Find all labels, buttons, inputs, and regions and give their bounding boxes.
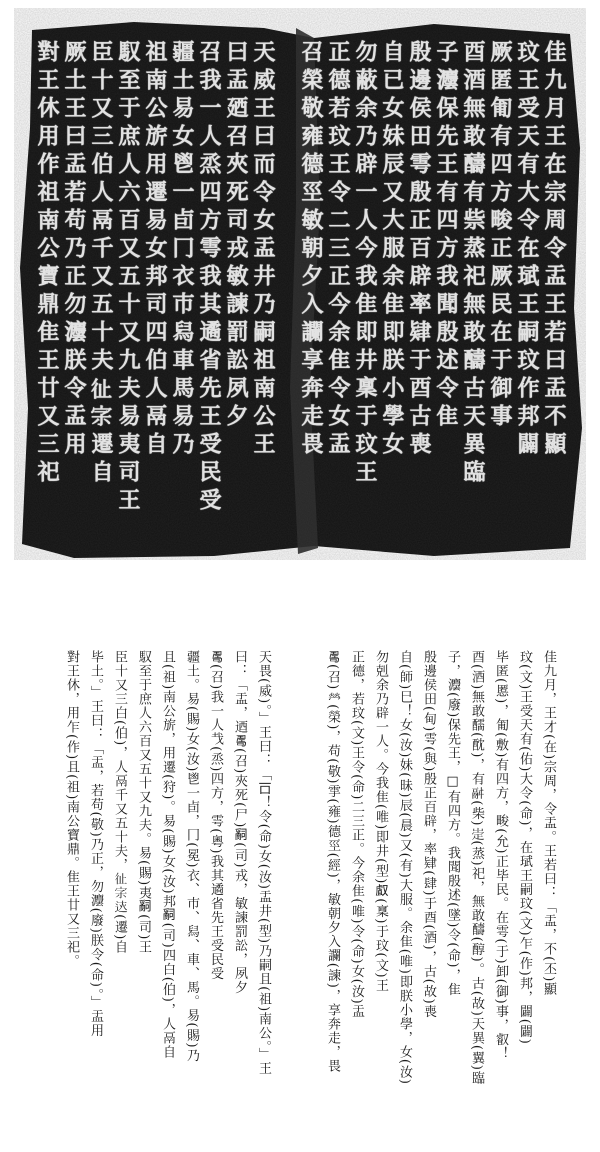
rubbing-column: 自已女妹辰又大服余隹即朕小學女 [379,40,405,460]
rubbing-column: 疆土易女鬯一卣冂衣巿舄車馬易乃 [169,40,195,460]
rubbing-column: 厥匿匍有四方畯正厥民在于御事 [487,40,513,432]
rubbing-column: 厥土王曰盂若苟乃正勿灋朕令盂用 [61,40,87,460]
rubbing-right-panel [298,40,566,540]
rubbing-column: 對王休用作祖南公寶鼎隹王廿又三祀 [34,40,60,488]
transcription-column: 子，灋(廢)保先王，□有四方。我聞殷述(墜)令(命)，隹 [445,650,460,997]
transcription-column: 玟(文)王受天有(佑)大令(命)，在珷王嗣玟(文)乍(作)邦，闢(闢) [517,650,532,1045]
transcription-right-panel [321,650,560,1120]
rubbing-column: 天威王曰而令女盂井乃嗣祖南公王 [250,40,276,460]
rubbing-column: 祖南公旂用遷易女邦司四伯人鬲自 [142,40,168,460]
rubbing-column: 子灋保先王有四方我聞殷述令隹 [433,40,459,432]
rubbing-column: 臣十又三伯人鬲千又五十夫𢓊𡧖遷自 [88,40,114,488]
transcription-left-panel [60,650,275,1120]
rubbing-column: 召我一人烝四方雩我其遹省先王受民受 [196,40,222,516]
rubbing-column: 玟王受天有大令在珷王嗣玟作邦闢 [514,40,540,460]
transcription-column: 對王休，用乍(作)且(祖)南公寶鼎。隹王廿又三祀。 [64,650,79,969]
transcription-column: 𠷎(召)𤇾(榮)，苟(敬)𩁹(雍)德巠(經)，敏朝夕入讕(諫)，享奔走，畏 [325,650,340,1073]
rubbing-column: 召榮敬雍德巠敏朝夕入讕享奔走畏 [298,40,324,460]
rubbing-column: 佳九月王在宗周令盂王若曰盂不顯 [541,40,567,460]
transcription [60,650,560,1120]
transcription-column: 佳九月，王才(在)宗周，令盂。王若曰：「盂，不(丕)顯 [541,650,556,997]
rubbing-column: 酉酒無敢醻有祡蒸祀無敢醻古天異臨 [460,40,486,488]
transcription-column: 馭至于庶人六百又五十又九夫。易(賜)夷𤔲(司)王 [136,650,151,955]
transcription-column: 正德，若玟(文)王令(命)二三正。今余隹(唯)令(命)女(汝)盂 [349,650,364,1019]
transcription-column: 臣十又三白(伯)，人鬲千又五十夫，𢓊𡧖𨒏(遷)自 [112,650,127,955]
transcription-column: 殷邊侯田(甸)雩(與)殷正百辟，率肄(肆)于酉(酒)，古(故)喪 [421,650,436,1019]
inscription-text [20,40,580,540]
rubbing-left-panel [34,40,275,540]
transcription-column: 勿剋余乃辟一人。今我隹(唯)即井(型)𠭯(稟)于玟(文)王 [373,650,388,993]
transcription-column: 酉(酒)無敢醹(酖)，有𩰫(柴)𡹦(蒸)祀，無敢醻(醇)。古(故)天異(翼)臨 [469,650,484,1086]
transcription-column: 天畏(威)。」王曰：「𠮛！令(命)女(汝)盂井(型)乃嗣且(祖)南公。」王 [256,650,271,1076]
rubbing-column: 勿蔽余乃辟一人今我隹即井稟于玟王 [352,40,378,488]
transcription-column: 𠷎(召)我一人𢦏(烝)四方，雩(粵)我其遹省先王受民受 [208,650,223,981]
transcription-column: 自(師)巳！女(汝)妹(昧)辰(晨)又(有)大服。余隹(唯)即朕小學，女(汝) [397,650,412,1086]
rubbing-column: 殷邊侯田雩殷正百辟率肄于酉古喪 [406,40,432,460]
transcription-column: 曰：「盂，迺𠷎(召)夾死(尸)𤔲(司)戎，敏諫罰訟，夙夕 [232,650,247,995]
transcription-column: 且(祖)南公旂，用遷(狩)。易(賜)女(汝)邦𤔲(司)四白(伯)，人鬲自 [160,650,175,1059]
transcription-column: 疆土。易(賜)女(汝)鬯一卣，冂(冕)衣、巿、舄、車、馬。易(賜)乃 [184,650,199,1063]
transcription-column: 毕土。」王曰：「盂，若苟(敬)乃正，勿灋(廢)朕令(命)。」盂用 [88,650,103,1038]
rubbing-column: 正德若玟王令二三正今余隹令女盂 [325,40,351,460]
rubbing-column: 馭至于庶人六百又五十又九夫易夷司王 [115,40,141,516]
transcription-column: 毕匿(慝)，匍(敷)有四方，畯(允)正毕民。在雩(于)卸(御)事，叡！ [493,650,508,1061]
rubbing-column: 曰盂廼召夾死司戎敏諫罰訟夙夕 [223,40,249,432]
